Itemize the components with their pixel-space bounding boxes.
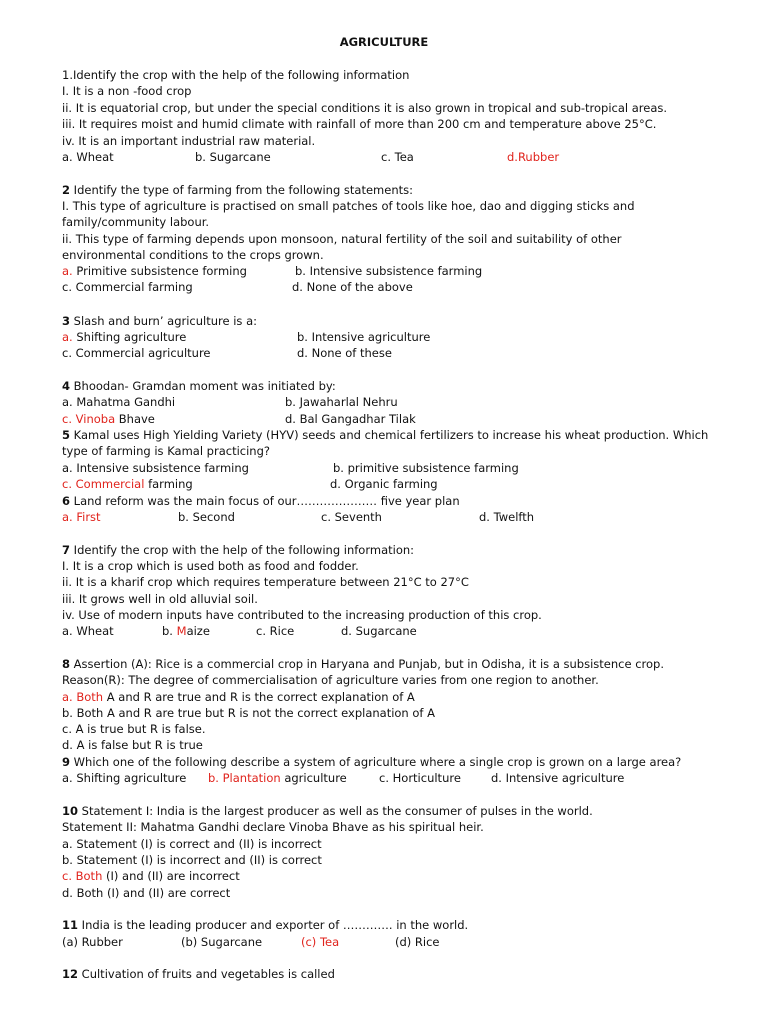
question-3-option-c: c. Commercial agriculture [62, 346, 211, 360]
answer-marker: b. Plantation [208, 771, 281, 785]
question-12-stem [62, 967, 335, 981]
answer-marker: c. Both [62, 869, 103, 883]
option-text: Shifting agriculture [72, 330, 187, 344]
question-3-option-b: b. Intensive agriculture [297, 330, 431, 344]
question-5-option-c [62, 477, 193, 491]
answer-marker: a. [62, 330, 73, 344]
question-4-option-c [62, 412, 155, 426]
question-9-number: 9 [62, 755, 71, 769]
question-10-option-a: a. Statement (I) is correct and (II) is incorrect [62, 837, 322, 851]
question-8-stem [62, 657, 664, 671]
question-9-option-c: c. Horticulture [379, 771, 461, 785]
question-1-option-d: d.Rubber [507, 150, 560, 164]
question-1-option-a: a. Wheat [62, 150, 114, 164]
question-3-text: Slash and burn’ agriculture is a: [70, 314, 257, 328]
question-11-text: India is the leading producer and exporter of …………. in the world. [78, 918, 469, 932]
question-7-clue-1: I. It is a crop which is used both as food and fodder. [62, 559, 359, 573]
question-7-stem [62, 543, 414, 557]
question-1-clue-2: ii. It is equatorial crop, but under the special conditions it is also grown in tropical and sub-tropical areas. [62, 101, 668, 115]
question-10-option-b: b. Statement (I) is incorrect and (II) is correct [62, 853, 322, 867]
question-2-option-a [62, 264, 247, 278]
answer-marker: M [176, 624, 187, 638]
answer-marker: a. Both [62, 690, 104, 704]
question-8-option-b: b. Both A and R are true but R is not the correct explanation of A [62, 706, 435, 720]
question-4-option-d: d. Bal Gangadhar Tilak [285, 412, 416, 426]
question-10-statement-2: Statement II: Mahatma Gandhi declare Vinoba Bhave as his spiritual heir. [62, 820, 484, 834]
option-text: A and R are true and R is the correct explanation of A [103, 690, 415, 704]
question-8-text: Assertion (A): Rice is a commercial crop in Haryana and Punjab, but in Odisha, it is a subsistence crop. [70, 657, 664, 671]
question-10-option-c [62, 869, 240, 883]
question-5-option-b: b. primitive subsistence farming [333, 461, 519, 475]
question-6-text: Land reform was the main focus of our………………… five year plan [70, 494, 460, 508]
question-1-clue-1: I. It is a non -food crop [62, 84, 192, 98]
question-8-option-c: c. A is true but R is false. [62, 722, 206, 736]
question-7-option-c: c. Rice [256, 624, 295, 638]
question-2-option-d: d. None of the above [292, 280, 413, 294]
question-12-number: 12 [62, 967, 79, 981]
question-2-option-c: c. Commercial farming [62, 280, 193, 294]
question-7-number: 7 [62, 543, 71, 557]
question-10-text: Statement I: India is the largest producer as well as the consumer of pulses in the world. [78, 804, 593, 818]
question-7-text: Identify the crop with the help of the following information: [70, 543, 415, 557]
question-6-option-c: c. Seventh [321, 510, 382, 524]
question-11-option-b: (b) Sugarcane [181, 935, 263, 949]
question-2-option-b: b. Intensive subsistence farming [295, 264, 483, 278]
question-5-option-d: d. Organic farming [330, 477, 438, 491]
question-3-stem [62, 314, 257, 328]
question-1-stem: 1.Identify the crop with the help of the following information [62, 68, 410, 82]
question-4-option-a: a. Mahatma Gandhi [62, 395, 176, 409]
option-text: Primitive subsistence forming [72, 264, 247, 278]
question-6-stem [62, 494, 460, 508]
question-11-option-d: (d) Rice [395, 935, 440, 949]
question-2-clue-1: I. This type of agriculture is practised on small patches of tools like hoe, dao and digging sticks and [62, 199, 635, 213]
question-3-option-a [62, 330, 186, 344]
question-2-text: Identify the type of farming from the following statements: [70, 183, 413, 197]
question-11-option-a: (a) Rubber [62, 935, 123, 949]
question-4-text: Bhoodan- Gramdan moment was initiated by: [70, 379, 336, 393]
question-1-option-b: b. Sugarcane [195, 150, 271, 164]
question-3-number: 3 [62, 314, 71, 328]
answer-marker: c. Vinoba [62, 412, 116, 426]
question-6-number: 6 [62, 494, 71, 508]
question-7-clue-2: ii. It is a kharif crop which requires temperature between 21°C to 27°C [62, 575, 469, 589]
question-1-clue-4: iv. It is an important industrial raw material. [62, 134, 316, 148]
question-6-option-a: a. First [62, 510, 101, 524]
question-5-stem [62, 428, 708, 442]
question-3-option-d: d. None of these [297, 346, 392, 360]
option-text: farming [144, 477, 193, 491]
option-text: Bhave [115, 412, 155, 426]
question-6-option-d: d. Twelfth [479, 510, 535, 524]
question-11-stem [62, 918, 468, 932]
question-2-clue-1-cont: family/community labour. [62, 215, 210, 229]
question-4-number: 4 [62, 379, 71, 393]
question-10-option-d: d. Both (I) and (II) are correct [62, 886, 231, 900]
question-2-clue-2: ii. This type of farming depends upon monsoon, natural fertility of the soil and suitability of other [62, 232, 622, 246]
question-11-number: 11 [62, 918, 79, 932]
question-2-number: 2 [62, 183, 71, 197]
question-4-stem [62, 379, 336, 393]
question-8-number: 8 [62, 657, 71, 671]
question-5-stem-cont: type of farming is Kamal practicing? [62, 444, 270, 458]
question-7-clue-4: iv. Use of modern inputs have contributed to the increasing production of this crop. [62, 608, 542, 622]
question-1-clue-3: iii. It requires moist and humid climate with rainfall of more than 200 cm and temperature above 25°C. [62, 117, 657, 131]
question-5-option-a: a. Intensive subsistence farming [62, 461, 249, 475]
question-9-option-a: a. Shifting agriculture [62, 771, 187, 785]
question-5-number: 5 [62, 428, 71, 442]
question-10-stem [62, 804, 593, 818]
question-7-clue-3: iii. It grows well in old alluvial soil. [62, 592, 258, 606]
question-6-option-b: b. Second [178, 510, 235, 524]
question-9-option-b [208, 771, 347, 785]
question-9-option-d: d. Intensive agriculture [491, 771, 625, 785]
question-7-option-a: a. Wheat [62, 624, 114, 638]
question-8-option-d: d. A is false but R is true [62, 738, 203, 752]
question-7-option-b [162, 624, 210, 638]
question-11-option-c: (c) Tea [301, 935, 340, 949]
question-8-reason: Reason(R): The degree of commercialisation of agriculture varies from one region to another. [62, 673, 599, 687]
question-9-stem [62, 755, 681, 769]
option-text: agriculture [280, 771, 347, 785]
question-1-option-c: c. Tea [381, 150, 414, 164]
question-4-option-b: b. Jawaharlal Nehru [285, 395, 398, 409]
option-text: aize [186, 624, 210, 638]
page-title: AGRICULTURE [339, 35, 429, 49]
question-7-option-d: d. Sugarcane [341, 624, 417, 638]
answer-marker: c. Commercial [62, 477, 145, 491]
question-9-text: Which one of the following describe a system of agriculture where a single crop is grown on a large area? [70, 755, 682, 769]
answer-marker: a. [62, 264, 73, 278]
question-2-clue-2-cont: environmental conditions to the crops grown. [62, 248, 324, 262]
question-2-stem [62, 183, 413, 197]
question-12-text: Cultivation of fruits and vegetables is called [78, 967, 335, 981]
question-8-option-a [62, 690, 415, 704]
option-label: b. [162, 624, 177, 638]
question-10-number: 10 [62, 804, 79, 818]
question-5-text: Kamal uses High Yielding Variety (HYV) seeds and chemical fertilizers to increase his wheat production. Which [70, 428, 709, 442]
option-text: (I) and (II) are incorrect [102, 869, 240, 883]
